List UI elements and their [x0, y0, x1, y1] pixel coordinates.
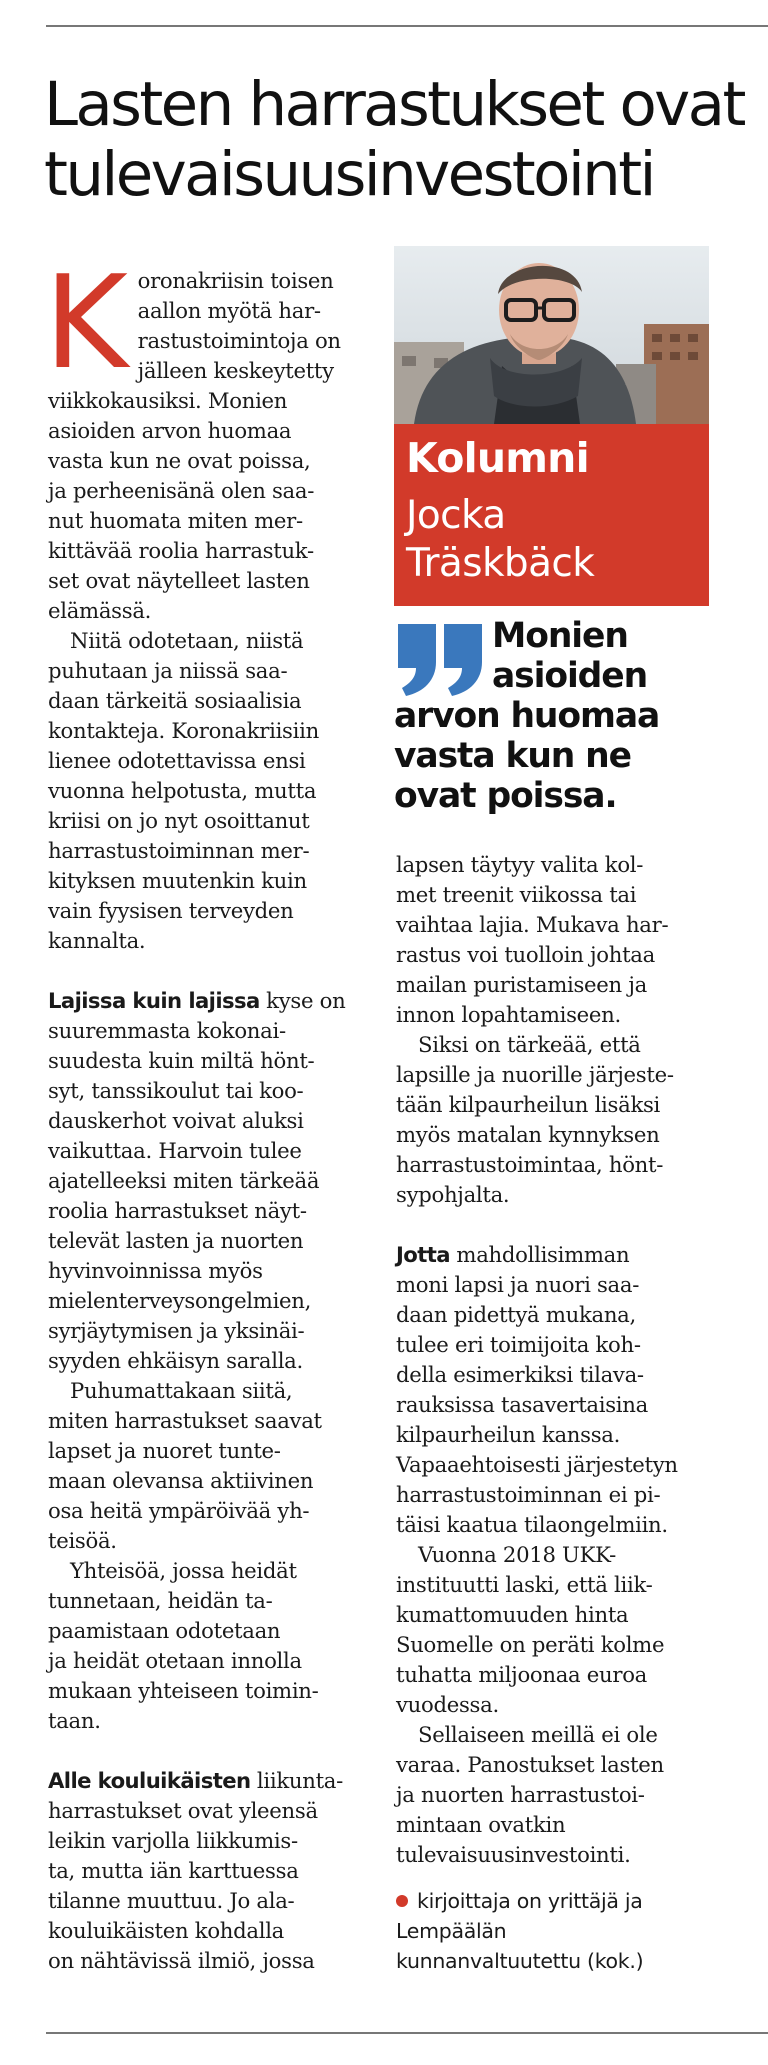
text-line: puhutaan ja niissä saa- [48, 658, 288, 683]
lead-in: Alle kouluikäisten [48, 1768, 251, 1793]
text-line: harrastustoiminnan mer- [48, 838, 310, 863]
paragraph [396, 1240, 726, 1540]
text-line: aallon myötä har- [137, 298, 321, 323]
headline-line: Lasten harrastukset ovat [44, 69, 744, 140]
paragraph [396, 1720, 726, 1870]
paragraph [48, 1766, 378, 1976]
text-line: rastus voi tuolloin johtaa [396, 942, 655, 967]
text-line: nut huomata miten mer- [48, 508, 303, 533]
text-line: ja nuorten harrastustoi- [396, 1782, 645, 1807]
paragraph [48, 1376, 378, 1556]
text-line: lapset ja nuoret tunte- [48, 1438, 281, 1463]
text-line: kumattomuuden hinta [396, 1602, 629, 1627]
text-line: taan. [48, 1708, 101, 1733]
quote-line [394, 656, 724, 696]
text-line: on nähtävissä ilmiö, jossa [48, 1948, 315, 1973]
text-line: Vuonna 2018 UKK- [418, 1542, 616, 1567]
text-line: kouluikäisten kohdalla [48, 1918, 285, 1943]
text-line: ta, mutta iän karttuessa [48, 1858, 299, 1883]
text-line: harrastustoiminnan ei pi- [396, 1482, 661, 1507]
text-line: set ovat näytelleet lasten [48, 568, 310, 593]
paragraph [396, 1030, 726, 1210]
text-line: daan pidettyä mukana, [396, 1302, 636, 1327]
author-photo-image [394, 246, 709, 424]
text-line: della esimerkiksi tilava- [396, 1362, 644, 1387]
quote-text: asioiden [492, 656, 648, 696]
text-line: televät lasten ja nuorten [48, 1228, 304, 1253]
text-line: mahdollisimman [450, 1242, 630, 1267]
lead-in: Jotta [396, 1242, 450, 1267]
text-line: Sellaiseen meillä ei ole [418, 1722, 658, 1747]
text-line: harrastustoimintaa, hönt- [396, 1152, 664, 1177]
text-line: osa heitä ympäröivää yh- [48, 1498, 310, 1523]
headline-line: tulevaisuusinvestointi [44, 139, 654, 210]
text-line: kontakteja. Koronakriisiin [48, 718, 319, 743]
column-label: Kolumni [406, 434, 589, 482]
quote-line [394, 696, 724, 736]
headline [44, 70, 744, 210]
text-line: tään kilpaurheilun lisäksi [396, 1092, 661, 1117]
text-line: miten harrastukset saavat [48, 1408, 322, 1433]
text-line: mukaan yhteiseen toimin- [48, 1678, 319, 1703]
top-rule [46, 25, 768, 27]
text-line: lapsille ja nuorille järjeste- [396, 1062, 674, 1087]
text-line: kilpaurheilun kanssa. [396, 1422, 621, 1447]
text-line: Puhumattakaan siitä, [70, 1378, 293, 1403]
text-line: viikkokausiksi. Monien [48, 388, 288, 413]
quote-text: vasta kun ne [394, 736, 631, 776]
text-line: ja heidät otetaan innolla [48, 1648, 302, 1673]
text-line: vuodessa. [396, 1692, 499, 1717]
text-line: kyse on [259, 988, 346, 1013]
paragraph [396, 850, 726, 1030]
text-line: asioiden arvon huomaa [48, 418, 292, 443]
quote-line [394, 616, 724, 656]
text-line: jälleen keskeytetty [137, 358, 334, 383]
text-line: Suomelle on peräti kolme [396, 1632, 665, 1657]
text-line: Lempäälän [396, 1919, 507, 1943]
text-line: ja perheenisänä olen saa- [48, 478, 315, 503]
text-line: rastustoimintoja on [137, 328, 341, 353]
text-line: tilanne muuttuu. Jo ala- [48, 1888, 295, 1913]
text-line: innon lopahtamiseen. [396, 1002, 621, 1027]
author-last-name: Träskbäck [406, 541, 595, 586]
text-line: instituutti laski, että liik- [396, 1572, 653, 1597]
author-photo [394, 246, 709, 424]
text-line: mielenterveysongelmien, [48, 1288, 312, 1313]
text-line: Yhteisöä, jossa heidät [70, 1558, 297, 1583]
text-line: tuhatta miljoonaa euroa [396, 1662, 648, 1687]
quote-text: Monien [492, 616, 628, 656]
bottom-rule [46, 2032, 768, 2034]
text-line: sypohjalta. [396, 1182, 510, 1207]
text-line: syt, tanssikoulut tai koo- [48, 1078, 304, 1103]
text-line: täisi kaatua tilaongelmiin. [396, 1512, 668, 1537]
text-line: suuremmasta kokonai- [48, 1018, 286, 1043]
text-line: Siksi on tärkeää, että [418, 1032, 641, 1057]
paragraph [396, 1540, 726, 1720]
paragraph [48, 986, 378, 1376]
text-line: harrastukset ovat yleensä [48, 1798, 318, 1823]
quote-text: arvon huomaa [394, 696, 660, 736]
pull-quote [394, 616, 724, 816]
right-column [396, 850, 726, 1976]
text-line: lienee odotettavissa ensi [48, 748, 306, 773]
drop-cap: K [44, 249, 128, 398]
text-line: kittävää roolia harrastuk- [48, 538, 314, 563]
text-line: kunnanvaltuutettu (kok.) [396, 1949, 644, 1973]
text-line: ajatelleeksi miten tärkeää [48, 1168, 320, 1193]
text-line: vaikuttaa. Harvoin tulee [48, 1138, 302, 1163]
text-line: kirjoittaja on yrittäjä ja [417, 1889, 643, 1913]
text-line: roolia harrastukset näyt- [48, 1198, 307, 1223]
text-line: maan olevansa aktiivinen [48, 1468, 314, 1493]
text-line: Niitä odotetaan, niistä [70, 628, 304, 653]
quote-line [394, 776, 724, 816]
quote-line [394, 736, 724, 776]
left-column [44, 249, 378, 1976]
intro-paragraph [44, 249, 378, 626]
text-line: liikunta- [250, 1768, 343, 1793]
text-line: kannalta. [48, 928, 146, 953]
text-line: Vapaaehtoisesti järjestetyn [396, 1452, 678, 1477]
text-line: hyvinvoinnissa myös [48, 1258, 263, 1283]
text-line: vaihtaa lajia. Mukava har- [396, 912, 669, 937]
text-line: varaa. Panostukset lasten [396, 1752, 664, 1777]
text-line: moni lapsi ja nuori saa- [396, 1272, 640, 1297]
text-line: leikin varjolla liikkumis- [48, 1828, 298, 1853]
paragraph [48, 1556, 378, 1736]
text-line: dauskerhot voivat aluksi [48, 1108, 304, 1133]
quote-text: ovat poissa. [394, 776, 617, 816]
text-line: myös matalan kynnyksen [396, 1122, 660, 1147]
text-line: syyden ehkäisyn saralla. [48, 1348, 303, 1373]
column-box [394, 424, 709, 606]
text-line: kriisi on jo nyt osoittanut [48, 808, 310, 833]
lead-in: Lajissa kuin lajissa [48, 988, 260, 1013]
text-line: vuonna helpotusta, mutta [48, 778, 317, 803]
text-line: vain fyysisen terveyden [48, 898, 294, 923]
author-footnote [396, 1886, 726, 1976]
text-line: mintaan ovatkin [396, 1812, 566, 1837]
bullet-icon [396, 1895, 408, 1907]
text-line: paamistaan odotetaan [48, 1618, 281, 1643]
text-line: tulevaisuusinvestointi. [396, 1842, 631, 1867]
paragraph [48, 626, 378, 956]
text-line: suudesta kuin miltä hönt- [48, 1048, 315, 1073]
text-line: rauksissa tasavertaisina [396, 1392, 648, 1417]
text-line: met treenit viikossa tai [396, 882, 637, 907]
text-line: elämässä. [48, 598, 152, 623]
text-line: tunnetaan, heidän ta- [48, 1588, 273, 1613]
author-first-name: Jocka [406, 493, 506, 538]
author-name [406, 492, 594, 588]
text-line: oronakriisin toisen [137, 268, 334, 293]
text-line: vasta kun ne ovat poissa, [48, 448, 311, 473]
text-line: teisöä. [48, 1528, 117, 1553]
text-line: syrjäytymisen ja yksinäi- [48, 1318, 305, 1343]
text-line: kityksen muutenkin kuin [48, 868, 307, 893]
text-line: lapsen täytyy valita kol- [396, 852, 644, 877]
text-line: tulee eri toimijoita koh- [396, 1332, 641, 1357]
text-line: mailan puristamiseen ja [396, 972, 647, 997]
text-line: daan tärkeitä sosiaalisia [48, 688, 302, 713]
